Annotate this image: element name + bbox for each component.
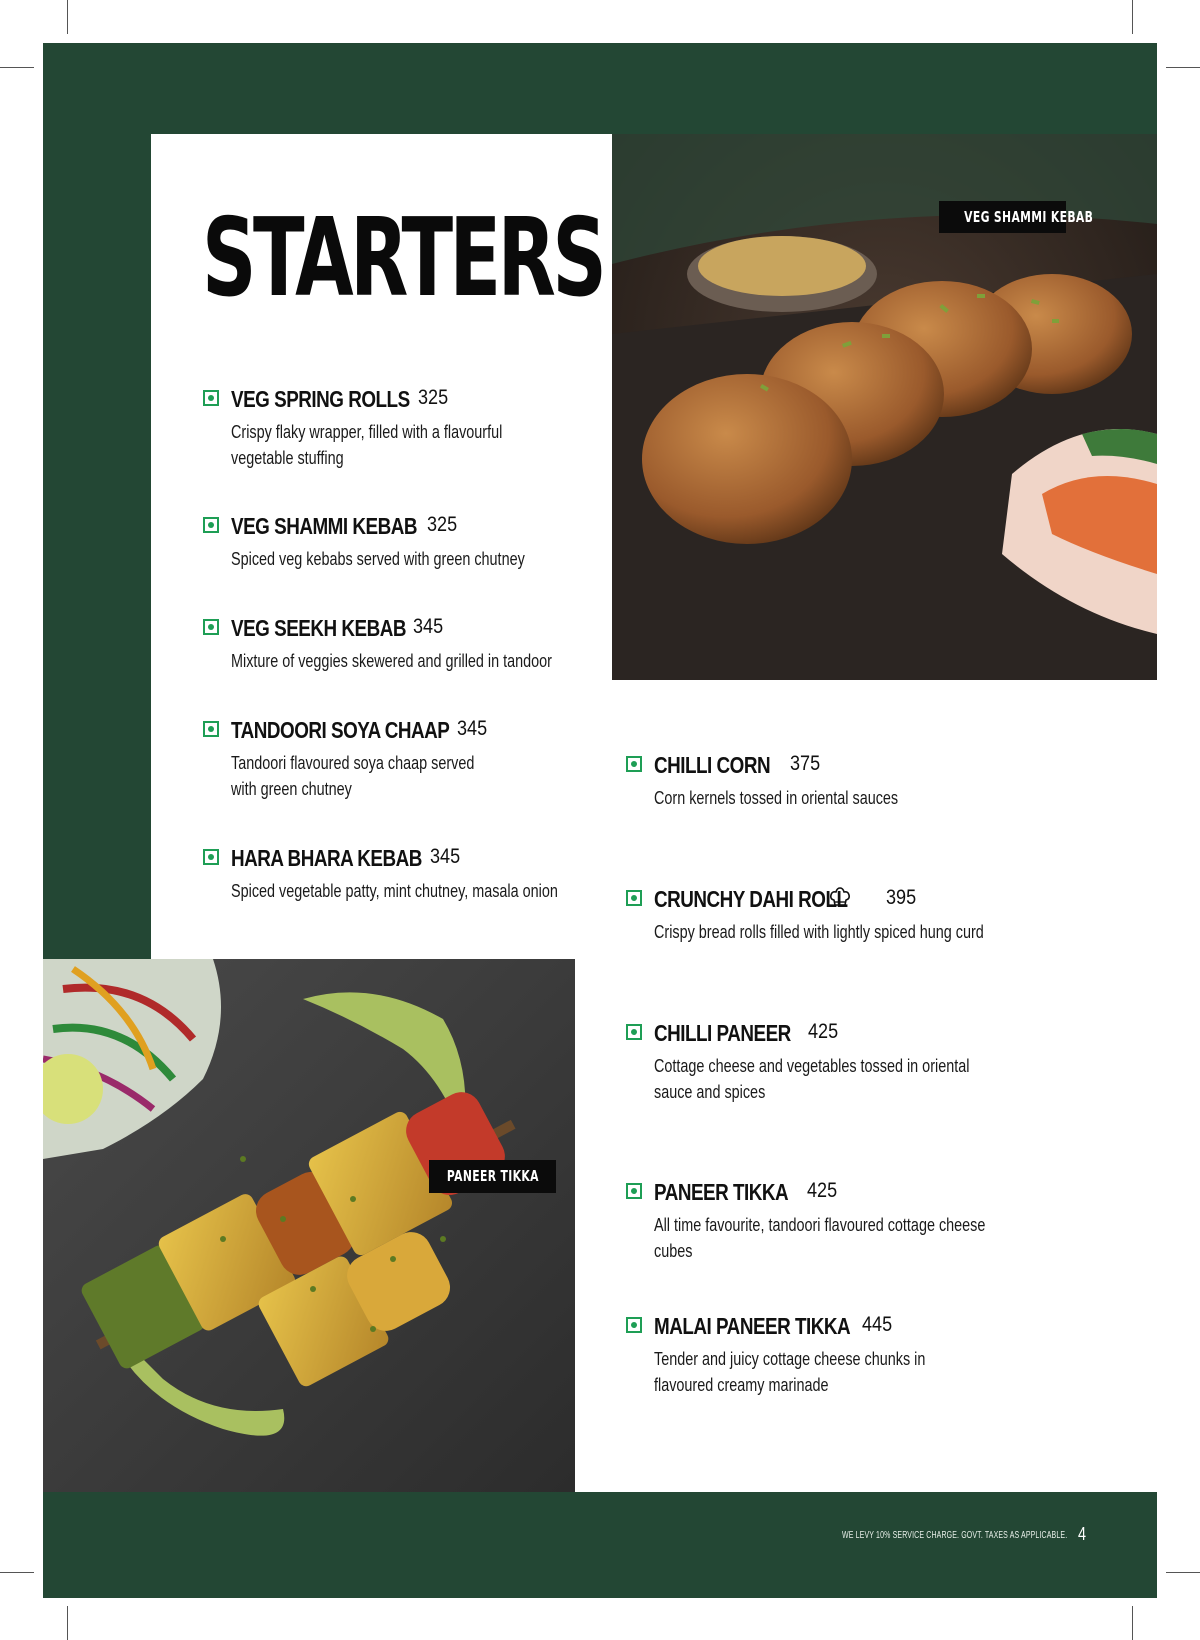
veg-indicator-icon — [203, 721, 219, 737]
item-name: PANEER TIKKA — [654, 1179, 789, 1205]
item-price: 425 — [807, 1179, 838, 1202]
item-name: TANDOORI SOYA CHAAP — [231, 717, 450, 743]
item-price: 345 — [457, 717, 488, 740]
veg-indicator-icon — [626, 1024, 642, 1040]
menu-item — [203, 717, 541, 802]
item-price: 445 — [862, 1313, 893, 1336]
crop-mark — [1132, 0, 1133, 34]
photo-caption-top — [939, 201, 1094, 233]
veg-shammi-kebab-photo — [612, 134, 1157, 680]
crop-mark — [0, 67, 34, 68]
item-name: CHILLI CORN — [654, 752, 771, 778]
item-name: CHILLI PANEER — [654, 1020, 791, 1046]
menu-item — [626, 752, 1074, 811]
item-description: Crispy flaky wrapper, filled with a flavourful vegetable stuffing — [231, 422, 503, 468]
crop-mark — [67, 1606, 68, 1640]
item-name: VEG SPRING ROLLS — [231, 386, 410, 412]
item-description: All time favourite, tandoori flavoured cottage cheese cubes — [654, 1215, 986, 1261]
caption-text: VEG SHAMMI KEBAB — [964, 208, 1094, 226]
menu-item — [203, 845, 651, 904]
crop-mark — [67, 0, 68, 34]
veg-indicator-icon — [626, 1183, 642, 1199]
item-description: Crispy bread rolls filled with lightly spiced hung curd — [654, 922, 984, 942]
menu-item — [203, 513, 651, 572]
item-description: Spiced veg kebabs served with green chutney — [231, 549, 525, 569]
menu-item — [203, 615, 651, 674]
crop-mark — [1166, 67, 1200, 68]
veg-indicator-icon — [626, 1317, 642, 1333]
menu-item — [626, 1313, 1034, 1398]
veg-indicator-icon — [203, 390, 219, 406]
item-description: Tandoori flavoured soya chaap served with green chutney — [231, 753, 475, 799]
item-name: VEG SHAMMI KEBAB — [231, 513, 417, 539]
veg-indicator-icon — [203, 849, 219, 865]
item-price: 345 — [413, 615, 444, 638]
item-description: Spiced vegetable patty, mint chutney, masala onion — [231, 881, 558, 901]
service-charge-note: WE LEVY 10% SERVICE CHARGE. GOVT. TAXES AS APPLICABLE. — [842, 1530, 1068, 1541]
crop-mark — [1132, 1606, 1133, 1640]
item-price: 425 — [808, 1020, 839, 1043]
veg-indicator-icon — [203, 619, 219, 635]
item-description: Cottage cheese and vegetables tossed in oriental sauce and spices — [654, 1056, 970, 1102]
page-title: STARTERS — [202, 196, 604, 321]
menu-item — [626, 1179, 1074, 1264]
item-price: 325 — [418, 386, 449, 409]
item-name: CRUNCHY DAHI ROLL — [654, 886, 848, 912]
menu-item — [203, 386, 571, 471]
page-number: 4 — [1078, 1524, 1087, 1544]
crop-mark — [0, 1572, 34, 1573]
veg-indicator-icon — [626, 756, 642, 772]
item-name: VEG SEEKH KEBAB — [231, 615, 406, 641]
photo-caption-bottom — [429, 1160, 556, 1193]
menu-item — [626, 1020, 1064, 1105]
item-price: 345 — [430, 845, 461, 868]
item-name: MALAI PANEER TIKKA — [654, 1313, 851, 1339]
crop-mark — [1166, 1572, 1200, 1573]
veg-indicator-icon — [626, 890, 642, 906]
item-price: 375 — [790, 752, 821, 775]
item-description: Tender and juicy cottage cheese chunks in flavoured creamy marinade — [654, 1349, 926, 1395]
paneer-tikka-image — [43, 959, 575, 1492]
menu-item — [626, 886, 1074, 945]
item-name: HARA BHARA KEBAB — [231, 845, 422, 871]
caption-text: PANEER TIKKA — [446, 1167, 539, 1185]
item-description: Corn kernels tossed in oriental sauces — [654, 788, 899, 808]
paneer-tikka-photo — [43, 959, 575, 1492]
veg-indicator-icon — [203, 517, 219, 533]
item-description: Mixture of veggies skewered and grilled in tandoor — [231, 651, 552, 671]
chef-hat-icon — [829, 887, 851, 909]
item-price: 395 — [886, 886, 917, 909]
item-price: 325 — [427, 513, 458, 536]
